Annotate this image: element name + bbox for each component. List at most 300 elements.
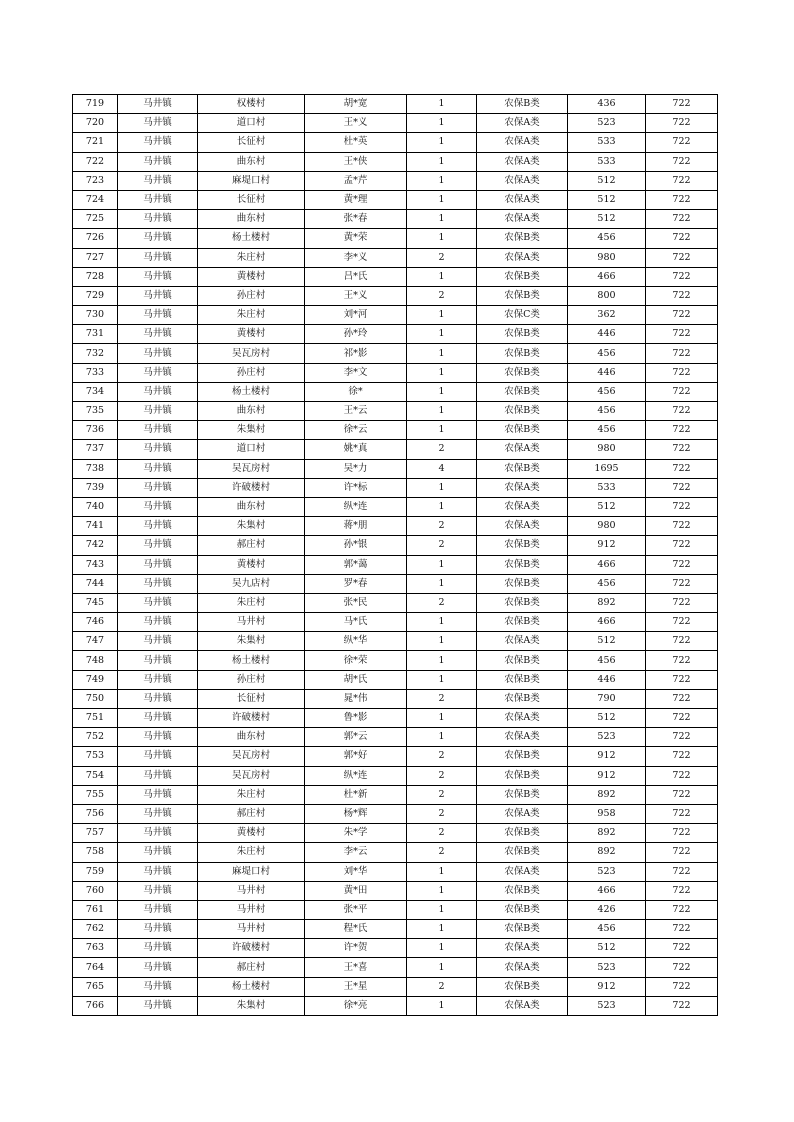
village-cell: 麻堤口村 [198,862,305,881]
code-cell: 722 [646,920,718,939]
township-cell: 马井镇 [118,133,198,152]
table-row [73,709,718,728]
amount-cell: 912 [568,747,646,766]
amount-cell: 456 [568,402,646,421]
table-row [73,766,718,785]
amount-cell: 912 [568,536,646,555]
amount-cell: 892 [568,824,646,843]
household-count-cell: 2 [407,286,477,305]
row-number-cell: 727 [73,248,118,267]
code-cell: 722 [646,977,718,996]
insurance-category-cell: 农保A类 [477,190,568,209]
table-row [73,939,718,958]
household-count-cell: 1 [407,613,477,632]
township-cell: 马井镇 [118,229,198,248]
household-count-cell: 2 [407,766,477,785]
name-cell: 罗*春 [305,574,407,593]
township-cell: 马井镇 [118,900,198,919]
name-cell: 纵*华 [305,632,407,651]
name-cell: 祁*影 [305,344,407,363]
table-row [73,593,718,612]
household-count-cell: 1 [407,306,477,325]
table-row [73,229,718,248]
table-row [73,190,718,209]
village-cell: 许破楼村 [198,478,305,497]
village-cell: 朱庄村 [198,248,305,267]
insurance-category-cell: 农保B类 [477,824,568,843]
insurance-category-cell: 农保B类 [477,229,568,248]
township-cell: 马井镇 [118,747,198,766]
row-number-cell: 721 [73,133,118,152]
code-cell: 722 [646,766,718,785]
code-cell: 722 [646,881,718,900]
township-cell: 马井镇 [118,862,198,881]
code-cell: 722 [646,286,718,305]
insurance-category-cell: 农保B类 [477,459,568,478]
household-count-cell: 1 [407,229,477,248]
row-number-cell: 722 [73,152,118,171]
row-number-cell: 719 [73,95,118,114]
household-count-cell: 2 [407,689,477,708]
code-cell: 722 [646,593,718,612]
name-cell: 王*侠 [305,152,407,171]
row-number-cell: 729 [73,286,118,305]
household-count-cell: 1 [407,632,477,651]
insurance-category-cell: 农保B类 [477,613,568,632]
amount-cell: 446 [568,670,646,689]
amount-cell: 892 [568,593,646,612]
village-cell: 朱庄村 [198,843,305,862]
code-cell: 722 [646,555,718,574]
code-cell: 722 [646,709,718,728]
village-cell: 吴九店村 [198,574,305,593]
table-row [73,613,718,632]
amount-cell: 466 [568,267,646,286]
township-cell: 马井镇 [118,478,198,497]
village-cell: 权楼村 [198,95,305,114]
household-count-cell: 1 [407,939,477,958]
household-count-cell: 1 [407,325,477,344]
village-cell: 孙庄村 [198,670,305,689]
table-row [73,977,718,996]
amount-cell: 980 [568,248,646,267]
household-count-cell: 1 [407,152,477,171]
name-cell: 姚*真 [305,440,407,459]
insurance-category-cell: 农保B类 [477,325,568,344]
table-row [73,402,718,421]
row-number-cell: 762 [73,920,118,939]
household-count-cell: 1 [407,267,477,286]
household-count-cell: 1 [407,363,477,382]
row-number-cell: 763 [73,939,118,958]
code-cell: 722 [646,478,718,497]
amount-cell: 436 [568,95,646,114]
amount-cell: 362 [568,306,646,325]
township-cell: 马井镇 [118,114,198,133]
amount-cell: 533 [568,478,646,497]
insurance-category-cell: 农保A类 [477,210,568,229]
household-count-cell: 1 [407,171,477,190]
insurance-category-cell: 农保A类 [477,248,568,267]
table-row [73,344,718,363]
insurance-category-cell: 农保A类 [477,632,568,651]
insurance-category-cell: 农保A类 [477,958,568,977]
amount-cell: 456 [568,574,646,593]
township-cell: 马井镇 [118,267,198,286]
insurance-category-cell: 农保B类 [477,747,568,766]
insurance-category-cell: 农保B类 [477,421,568,440]
code-cell: 722 [646,421,718,440]
code-cell: 722 [646,651,718,670]
insurance-category-cell: 农保A类 [477,171,568,190]
code-cell: 722 [646,670,718,689]
insurance-category-cell: 农保B类 [477,286,568,305]
household-count-cell: 4 [407,459,477,478]
township-cell: 马井镇 [118,171,198,190]
township-cell: 马井镇 [118,651,198,670]
code-cell: 722 [646,497,718,516]
insurance-category-cell: 农保A类 [477,517,568,536]
table-row [73,651,718,670]
row-number-cell: 755 [73,785,118,804]
household-count-cell: 1 [407,114,477,133]
name-cell: 徐*亮 [305,996,407,1015]
township-cell: 马井镇 [118,536,198,555]
township-cell: 马井镇 [118,709,198,728]
table-row [73,133,718,152]
table-row [73,785,718,804]
village-cell: 马井村 [198,900,305,919]
household-count-cell: 1 [407,421,477,440]
township-cell: 马井镇 [118,459,198,478]
row-number-cell: 747 [73,632,118,651]
row-number-cell: 750 [73,689,118,708]
household-count-cell: 1 [407,478,477,497]
beneficiary-table [72,94,718,1016]
township-cell: 马井镇 [118,996,198,1015]
village-cell: 长征村 [198,689,305,708]
row-number-cell: 744 [73,574,118,593]
code-cell: 722 [646,517,718,536]
name-cell: 王*喜 [305,958,407,977]
table-row [73,478,718,497]
amount-cell: 512 [568,632,646,651]
amount-cell: 512 [568,171,646,190]
household-count-cell: 1 [407,382,477,401]
code-cell: 722 [646,229,718,248]
row-number-cell: 753 [73,747,118,766]
code-cell: 722 [646,114,718,133]
insurance-category-cell: 农保A类 [477,939,568,958]
row-number-cell: 738 [73,459,118,478]
amount-cell: 456 [568,229,646,248]
village-cell: 吴瓦房村 [198,459,305,478]
insurance-category-cell: 农保B类 [477,881,568,900]
name-cell: 徐*荣 [305,651,407,670]
township-cell: 马井镇 [118,95,198,114]
row-number-cell: 723 [73,171,118,190]
code-cell: 722 [646,824,718,843]
township-cell: 马井镇 [118,421,198,440]
township-cell: 马井镇 [118,325,198,344]
village-cell: 麻堤口村 [198,171,305,190]
household-count-cell: 1 [407,210,477,229]
code-cell: 722 [646,133,718,152]
row-number-cell: 745 [73,593,118,612]
township-cell: 马井镇 [118,306,198,325]
insurance-category-cell: 农保A类 [477,440,568,459]
insurance-category-cell: 农保A类 [477,804,568,823]
row-number-cell: 761 [73,900,118,919]
amount-cell: 456 [568,651,646,670]
row-number-cell: 733 [73,363,118,382]
table-row [73,152,718,171]
township-cell: 马井镇 [118,152,198,171]
code-cell: 722 [646,306,718,325]
code-cell: 722 [646,900,718,919]
row-number-cell: 743 [73,555,118,574]
insurance-category-cell: 农保B类 [477,651,568,670]
amount-cell: 912 [568,766,646,785]
code-cell: 722 [646,402,718,421]
table-row [73,670,718,689]
table-row [73,363,718,382]
code-cell: 722 [646,939,718,958]
row-number-cell: 742 [73,536,118,555]
insurance-category-cell: 农保A类 [477,709,568,728]
township-cell: 马井镇 [118,402,198,421]
insurance-category-cell: 农保B类 [477,402,568,421]
name-cell: 王*义 [305,286,407,305]
village-cell: 长征村 [198,133,305,152]
amount-cell: 456 [568,344,646,363]
name-cell: 许*标 [305,478,407,497]
amount-cell: 790 [568,689,646,708]
township-cell: 马井镇 [118,824,198,843]
household-count-cell: 2 [407,747,477,766]
row-number-cell: 751 [73,709,118,728]
table-row [73,382,718,401]
township-cell: 马井镇 [118,939,198,958]
name-cell: 刘*华 [305,862,407,881]
village-cell: 曲东村 [198,728,305,747]
village-cell: 曲东村 [198,210,305,229]
insurance-category-cell: 农保A类 [477,728,568,747]
table-row [73,517,718,536]
household-count-cell: 2 [407,977,477,996]
township-cell: 马井镇 [118,190,198,209]
village-cell: 曲东村 [198,497,305,516]
code-cell: 722 [646,152,718,171]
household-count-cell: 1 [407,190,477,209]
table-row [73,248,718,267]
name-cell: 朱*学 [305,824,407,843]
table-row [73,843,718,862]
row-number-cell: 726 [73,229,118,248]
amount-cell: 512 [568,210,646,229]
insurance-category-cell: 农保B类 [477,689,568,708]
insurance-category-cell: 农保A类 [477,152,568,171]
name-cell: 杜*新 [305,785,407,804]
name-cell: 郭*蔼 [305,555,407,574]
row-number-cell: 731 [73,325,118,344]
name-cell: 吕*氏 [305,267,407,286]
household-count-cell: 2 [407,843,477,862]
insurance-category-cell: 农保B类 [477,670,568,689]
code-cell: 722 [646,95,718,114]
household-count-cell: 2 [407,536,477,555]
amount-cell: 426 [568,900,646,919]
village-cell: 吴瓦房村 [198,344,305,363]
village-cell: 许破楼村 [198,939,305,958]
insurance-category-cell: 农保B类 [477,363,568,382]
village-cell: 朱集村 [198,996,305,1015]
table-row [73,881,718,900]
amount-cell: 456 [568,382,646,401]
table-row [73,862,718,881]
table-row [73,804,718,823]
table-row [73,497,718,516]
name-cell: 徐* [305,382,407,401]
insurance-category-cell: 农保B类 [477,900,568,919]
amount-cell: 523 [568,728,646,747]
village-cell: 朱集村 [198,517,305,536]
code-cell: 722 [646,171,718,190]
table-row [73,900,718,919]
amount-cell: 533 [568,152,646,171]
row-number-cell: 736 [73,421,118,440]
amount-cell: 523 [568,114,646,133]
name-cell: 鲁*影 [305,709,407,728]
village-cell: 朱庄村 [198,306,305,325]
name-cell: 吴*力 [305,459,407,478]
code-cell: 722 [646,747,718,766]
table-row [73,440,718,459]
household-count-cell: 2 [407,248,477,267]
household-count-cell: 1 [407,344,477,363]
name-cell: 孙*银 [305,536,407,555]
household-count-cell: 1 [407,958,477,977]
insurance-category-cell: 农保C类 [477,306,568,325]
name-cell: 胡*氏 [305,670,407,689]
amount-cell: 456 [568,920,646,939]
amount-cell: 512 [568,190,646,209]
township-cell: 马井镇 [118,689,198,708]
table-row [73,306,718,325]
village-cell: 吴瓦房村 [198,747,305,766]
name-cell: 王*义 [305,114,407,133]
amount-cell: 512 [568,709,646,728]
name-cell: 张*平 [305,900,407,919]
name-cell: 黄*荣 [305,229,407,248]
insurance-category-cell: 农保A类 [477,497,568,516]
code-cell: 722 [646,248,718,267]
village-cell: 郝庄村 [198,958,305,977]
code-cell: 722 [646,440,718,459]
township-cell: 马井镇 [118,843,198,862]
name-cell: 胡*宽 [305,95,407,114]
table-row [73,267,718,286]
amount-cell: 533 [568,133,646,152]
township-cell: 马井镇 [118,497,198,516]
row-number-cell: 741 [73,517,118,536]
amount-cell: 446 [568,325,646,344]
name-cell: 孙*玲 [305,325,407,344]
code-cell: 722 [646,344,718,363]
name-cell: 王*云 [305,402,407,421]
name-cell: 郭*云 [305,728,407,747]
name-cell: 孟*芹 [305,171,407,190]
amount-cell: 446 [568,363,646,382]
row-number-cell: 748 [73,651,118,670]
name-cell: 李*义 [305,248,407,267]
village-cell: 朱集村 [198,421,305,440]
name-cell: 晁*伟 [305,689,407,708]
household-count-cell: 1 [407,920,477,939]
township-cell: 马井镇 [118,210,198,229]
insurance-category-cell: 农保B类 [477,920,568,939]
household-count-cell: 1 [407,574,477,593]
amount-cell: 912 [568,977,646,996]
row-number-cell: 735 [73,402,118,421]
household-count-cell: 1 [407,996,477,1015]
row-number-cell: 737 [73,440,118,459]
code-cell: 722 [646,267,718,286]
township-cell: 马井镇 [118,382,198,401]
code-cell: 722 [646,536,718,555]
row-number-cell: 724 [73,190,118,209]
table-row [73,171,718,190]
village-cell: 黄楼村 [198,824,305,843]
township-cell: 马井镇 [118,881,198,900]
code-cell: 722 [646,689,718,708]
township-cell: 马井镇 [118,670,198,689]
table-row [73,210,718,229]
amount-cell: 800 [568,286,646,305]
village-cell: 许破楼村 [198,709,305,728]
amount-cell: 892 [568,785,646,804]
insurance-category-cell: 农保B类 [477,344,568,363]
township-cell: 马井镇 [118,286,198,305]
row-number-cell: 757 [73,824,118,843]
amount-cell: 512 [568,497,646,516]
village-cell: 黄楼村 [198,325,305,344]
code-cell: 722 [646,804,718,823]
table-body [73,95,718,1016]
table-row [73,689,718,708]
insurance-category-cell: 农保B类 [477,555,568,574]
amount-cell: 466 [568,881,646,900]
row-number-cell: 725 [73,210,118,229]
row-number-cell: 759 [73,862,118,881]
township-cell: 马井镇 [118,785,198,804]
name-cell: 王*星 [305,977,407,996]
household-count-cell: 1 [407,497,477,516]
household-count-cell: 1 [407,670,477,689]
village-cell: 吴瓦房村 [198,766,305,785]
amount-cell: 523 [568,958,646,977]
row-number-cell: 732 [73,344,118,363]
name-cell: 张*民 [305,593,407,612]
township-cell: 马井镇 [118,804,198,823]
household-count-cell: 1 [407,555,477,574]
amount-cell: 892 [568,843,646,862]
village-cell: 马井村 [198,613,305,632]
household-count-cell: 1 [407,709,477,728]
name-cell: 张*春 [305,210,407,229]
village-cell: 郝庄村 [198,804,305,823]
table-row [73,920,718,939]
